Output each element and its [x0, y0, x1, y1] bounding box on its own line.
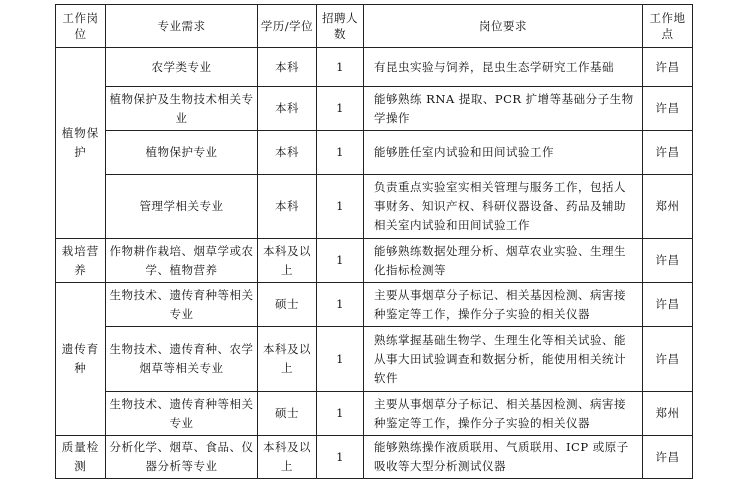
- header-major: 专业需求: [106, 5, 258, 48]
- count-cell: 1: [317, 436, 364, 479]
- count-cell: 1: [317, 48, 364, 87]
- count-cell: 1: [317, 392, 364, 436]
- table-row: [56, 436, 693, 479]
- location-cell: 许昌: [643, 327, 693, 392]
- major-cell: 生物技术、遗传育种等相关专业: [106, 392, 258, 436]
- table-row: [56, 283, 693, 327]
- education-cell: 本科: [258, 87, 317, 131]
- requirement-cell: 熟练掌握基础生物学、生理生化等相关试验、能从事大田试验调查和数据分析，能使用相关统计软件: [364, 327, 643, 392]
- major-cell: 管理学相关专业: [106, 175, 258, 239]
- location-cell: 许昌: [643, 87, 693, 131]
- major-cell: 生物技术、遗传育种等相关专业: [106, 283, 258, 327]
- header-count: 招聘人数: [317, 5, 364, 48]
- requirement-cell: 负责重点实验室实相关管理与服务工作，包括人事财务、知识产权、科研仪器设备、药品及辅助相关室内试验和田间试验工作: [364, 175, 643, 239]
- count-cell: 1: [317, 131, 364, 175]
- major-cell: 分析化学、烟草、食品、仪器分析等专业: [106, 436, 258, 479]
- table-row: [56, 175, 693, 239]
- header-education: 学历/学位: [258, 5, 317, 48]
- major-cell: 农学类专业: [106, 48, 258, 87]
- requirement-cell: 主要从事烟草分子标记、相关基因检测、病害接种鉴定等工作，操作分子实验的相关仪器: [364, 392, 643, 436]
- major-cell: 作物耕作栽培、烟草学或农学、植物营养: [106, 239, 258, 283]
- recruitment-table: [55, 4, 693, 479]
- location-cell: 许昌: [643, 283, 693, 327]
- requirement-cell: 能够胜任室内试验和田间试验工作: [364, 131, 643, 175]
- requirement-cell: 能够熟练数据处理分析、烟草农业实验、生理生化指标检测等: [364, 239, 643, 283]
- count-cell: 1: [317, 327, 364, 392]
- major-cell: 生物技术、遗传育种、农学烟草等相关专业: [106, 327, 258, 392]
- header-position: 工作岗位: [56, 5, 106, 48]
- table-row: [56, 239, 693, 283]
- requirement-cell: 有昆虫实验与饲养，昆虫生态学研究工作基础: [364, 48, 643, 87]
- count-cell: 1: [317, 239, 364, 283]
- education-cell: 本科及以上: [258, 239, 317, 283]
- header-requirements: 岗位要求: [364, 5, 643, 48]
- dept-cell: 植物保护: [56, 48, 106, 239]
- count-cell: 1: [317, 87, 364, 131]
- dept-cell: 栽培营养: [56, 239, 106, 283]
- education-cell: 本科: [258, 48, 317, 87]
- count-cell: 1: [317, 283, 364, 327]
- dept-cell: 质量检测: [56, 436, 106, 479]
- education-cell: 硕士: [258, 392, 317, 436]
- education-cell: 硕士: [258, 283, 317, 327]
- requirement-cell: 能够熟练 RNA 提取、PCR 扩增等基础分子生物学操作: [364, 87, 643, 131]
- location-cell: 郑州: [643, 175, 693, 239]
- location-cell: 许昌: [643, 131, 693, 175]
- requirement-cell: 能够熟练操作液质联用、气质联用、ICP 或原子吸收等大型分析测试仪器: [364, 436, 643, 479]
- count-cell: 1: [317, 175, 364, 239]
- table-row: [56, 327, 693, 392]
- location-cell: 郑州: [643, 392, 693, 436]
- table-row: [56, 392, 693, 436]
- dept-cell: 遗传育种: [56, 283, 106, 436]
- requirement-cell: 主要从事烟草分子标记、相关基因检测、病害接种鉴定等工作，操作分子实验的相关仪器: [364, 283, 643, 327]
- location-cell: 许昌: [643, 48, 693, 87]
- table-row: [56, 131, 693, 175]
- major-cell: 植物保护及生物技术相关专业: [106, 87, 258, 131]
- header-location: 工作地点: [643, 5, 693, 48]
- major-cell: 植物保护专业: [106, 131, 258, 175]
- header-row: [56, 5, 693, 48]
- table-row: [56, 87, 693, 131]
- education-cell: 本科及以上: [258, 327, 317, 392]
- location-cell: 许昌: [643, 239, 693, 283]
- table-row: [56, 48, 693, 87]
- education-cell: 本科: [258, 131, 317, 175]
- location-cell: 许昌: [643, 436, 693, 479]
- education-cell: 本科及以上: [258, 436, 317, 479]
- education-cell: 本科: [258, 175, 317, 239]
